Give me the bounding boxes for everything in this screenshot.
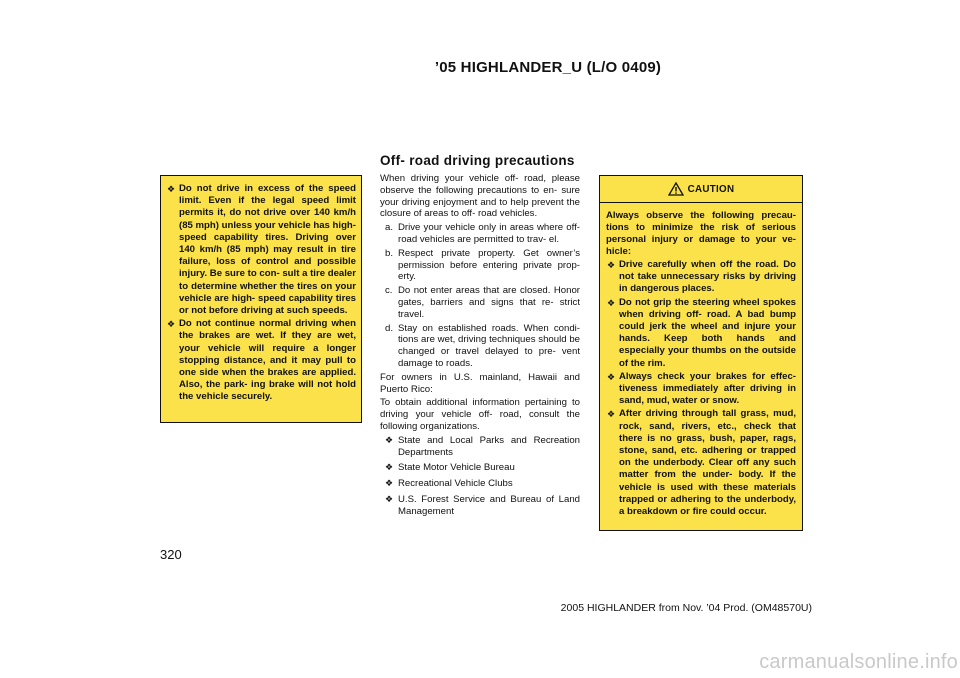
main-text-column (380, 173, 580, 522)
item-text: Stay on established roads. When condi- tions are wet, driving techniques should be changed or travel delayed to pre- vent damage to roads. (398, 322, 580, 369)
item-text: Drive your vehicle only in areas where off- road vehicles are permitted to trav- el. (398, 222, 580, 245)
intro-paragraph: When driving your vehicle off- road, please observe the following precautions to en- sure your driving enjoyment and to help prevent the closure of areas to off- road vehicles. (380, 173, 580, 220)
diamond-bullet-icon: ❖ (607, 371, 616, 382)
diamond-bullet-icon: ❖ (167, 184, 176, 194)
owners-paragraph: For owners in U.S. mainland, Hawaii and Puerto Rico: (380, 371, 580, 395)
footer-text: 2005 HIGHLANDER from Nov. ’04 Prod. (OM48570U) (560, 602, 812, 614)
page-number: 320 (160, 547, 182, 562)
item-text: Do not enter areas that are closed. Honor gates, barriers and signs that re- strict travel. (398, 285, 580, 320)
organization-item: ❖ U.S. Forest Service and Bureau of Land Management (385, 493, 580, 517)
diamond-bullet-icon: ❖ (607, 409, 616, 420)
caution-header (600, 176, 802, 203)
caution-item: ❖ Always check your brakes for effec- tiveness immediately after driving in sand, mud, water or snow. (607, 370, 796, 407)
diamond-bullet-icon: ❖ (607, 297, 616, 308)
warning-item: ❖ Do not continue normal driving when the brakes are wet. If they are wet, your vehicle will require a longer stopping distance, and it may pull to one side when the brakes are applied. Also, the park- ing brake will not hold the vehicle securely. (167, 318, 356, 403)
caution-item: ❖ Drive carefully when off the road. Do not take unnecessary risks by driving in dangerous places. (607, 259, 796, 295)
diamond-bullet-icon: ❖ (385, 478, 394, 489)
watermark: carmanualsonline.info (759, 651, 958, 673)
organization-item: ❖ State Motor Vehicle Bureau (385, 462, 515, 474)
caution-body (600, 203, 802, 523)
warning-triangle-icon (668, 182, 684, 196)
lettered-item (385, 248, 580, 283)
caution-heading: CAUTION (687, 183, 735, 195)
lettered-item (385, 222, 580, 246)
lettered-item (385, 285, 580, 320)
organization-item: ❖ Recreational Vehicle Clubs (385, 478, 513, 490)
diamond-bullet-icon: ❖ (385, 434, 394, 445)
lettered-item (385, 323, 580, 370)
item-letter: c. (385, 285, 393, 297)
contact-paragraph: To obtain additional information pertaining to driving your vehicle off- road, consult the following organizations. (380, 397, 580, 432)
section-title: Off- road driving precautions (380, 153, 575, 168)
header-title: ’05 HIGHLANDER_U (L/O 0409) (434, 59, 662, 76)
item-text: Respect private property. Get owner’s permission before entering private prop- erty. (398, 247, 580, 283)
organization-item: ❖ State and Local Parks and Recreation Departments (385, 434, 580, 458)
warning-item: ❖ Do not drive in excess of the speed limit. Even if the legal speed limit permits it, do not drive over 140 km/h (85 mph) unless your vehicle has high- speed capability tires. Driving over 140 km/h (85 mph) may result in tire failure, loss of control and possible injury. Be sure to con- sult a tire dealer to determine whether the tires on your vehicle are high- speed capability tires or not before driving at such speeds. (167, 183, 356, 317)
warning-box (160, 175, 362, 423)
diamond-bullet-icon: ❖ (607, 260, 616, 270)
item-letter: d. (385, 322, 394, 334)
diamond-bullet-icon: ❖ (385, 493, 394, 504)
caution-item: ❖ After driving through tall grass, mud, rock, sand, rivers, etc., check that there is no grass, bush, paper, rags, stone, sand, etc. adhering or trapped on the underbody. Clear off any such matter from the under- body. If the vehicle is used with these materials trapped or adhering to the underbody, a breakdown or fire could occur. (607, 408, 796, 518)
caution-intro: Always observe the following precau- tions to minimize the risk of serious personal injury or damage to your ve- hicle: (606, 210, 796, 257)
item-letter: a. (385, 222, 394, 234)
caution-item: ❖ Do not grip the steering wheel spokes when driving off- road. A bad bump could jerk the wheel and injure your hands. Keep both hands and especially your thumbs on the outside of the rim. (607, 296, 796, 369)
caution-box (599, 175, 803, 531)
diamond-bullet-icon: ❖ (385, 462, 394, 473)
diamond-bullet-icon: ❖ (167, 319, 176, 330)
item-letter: b. (385, 247, 394, 259)
